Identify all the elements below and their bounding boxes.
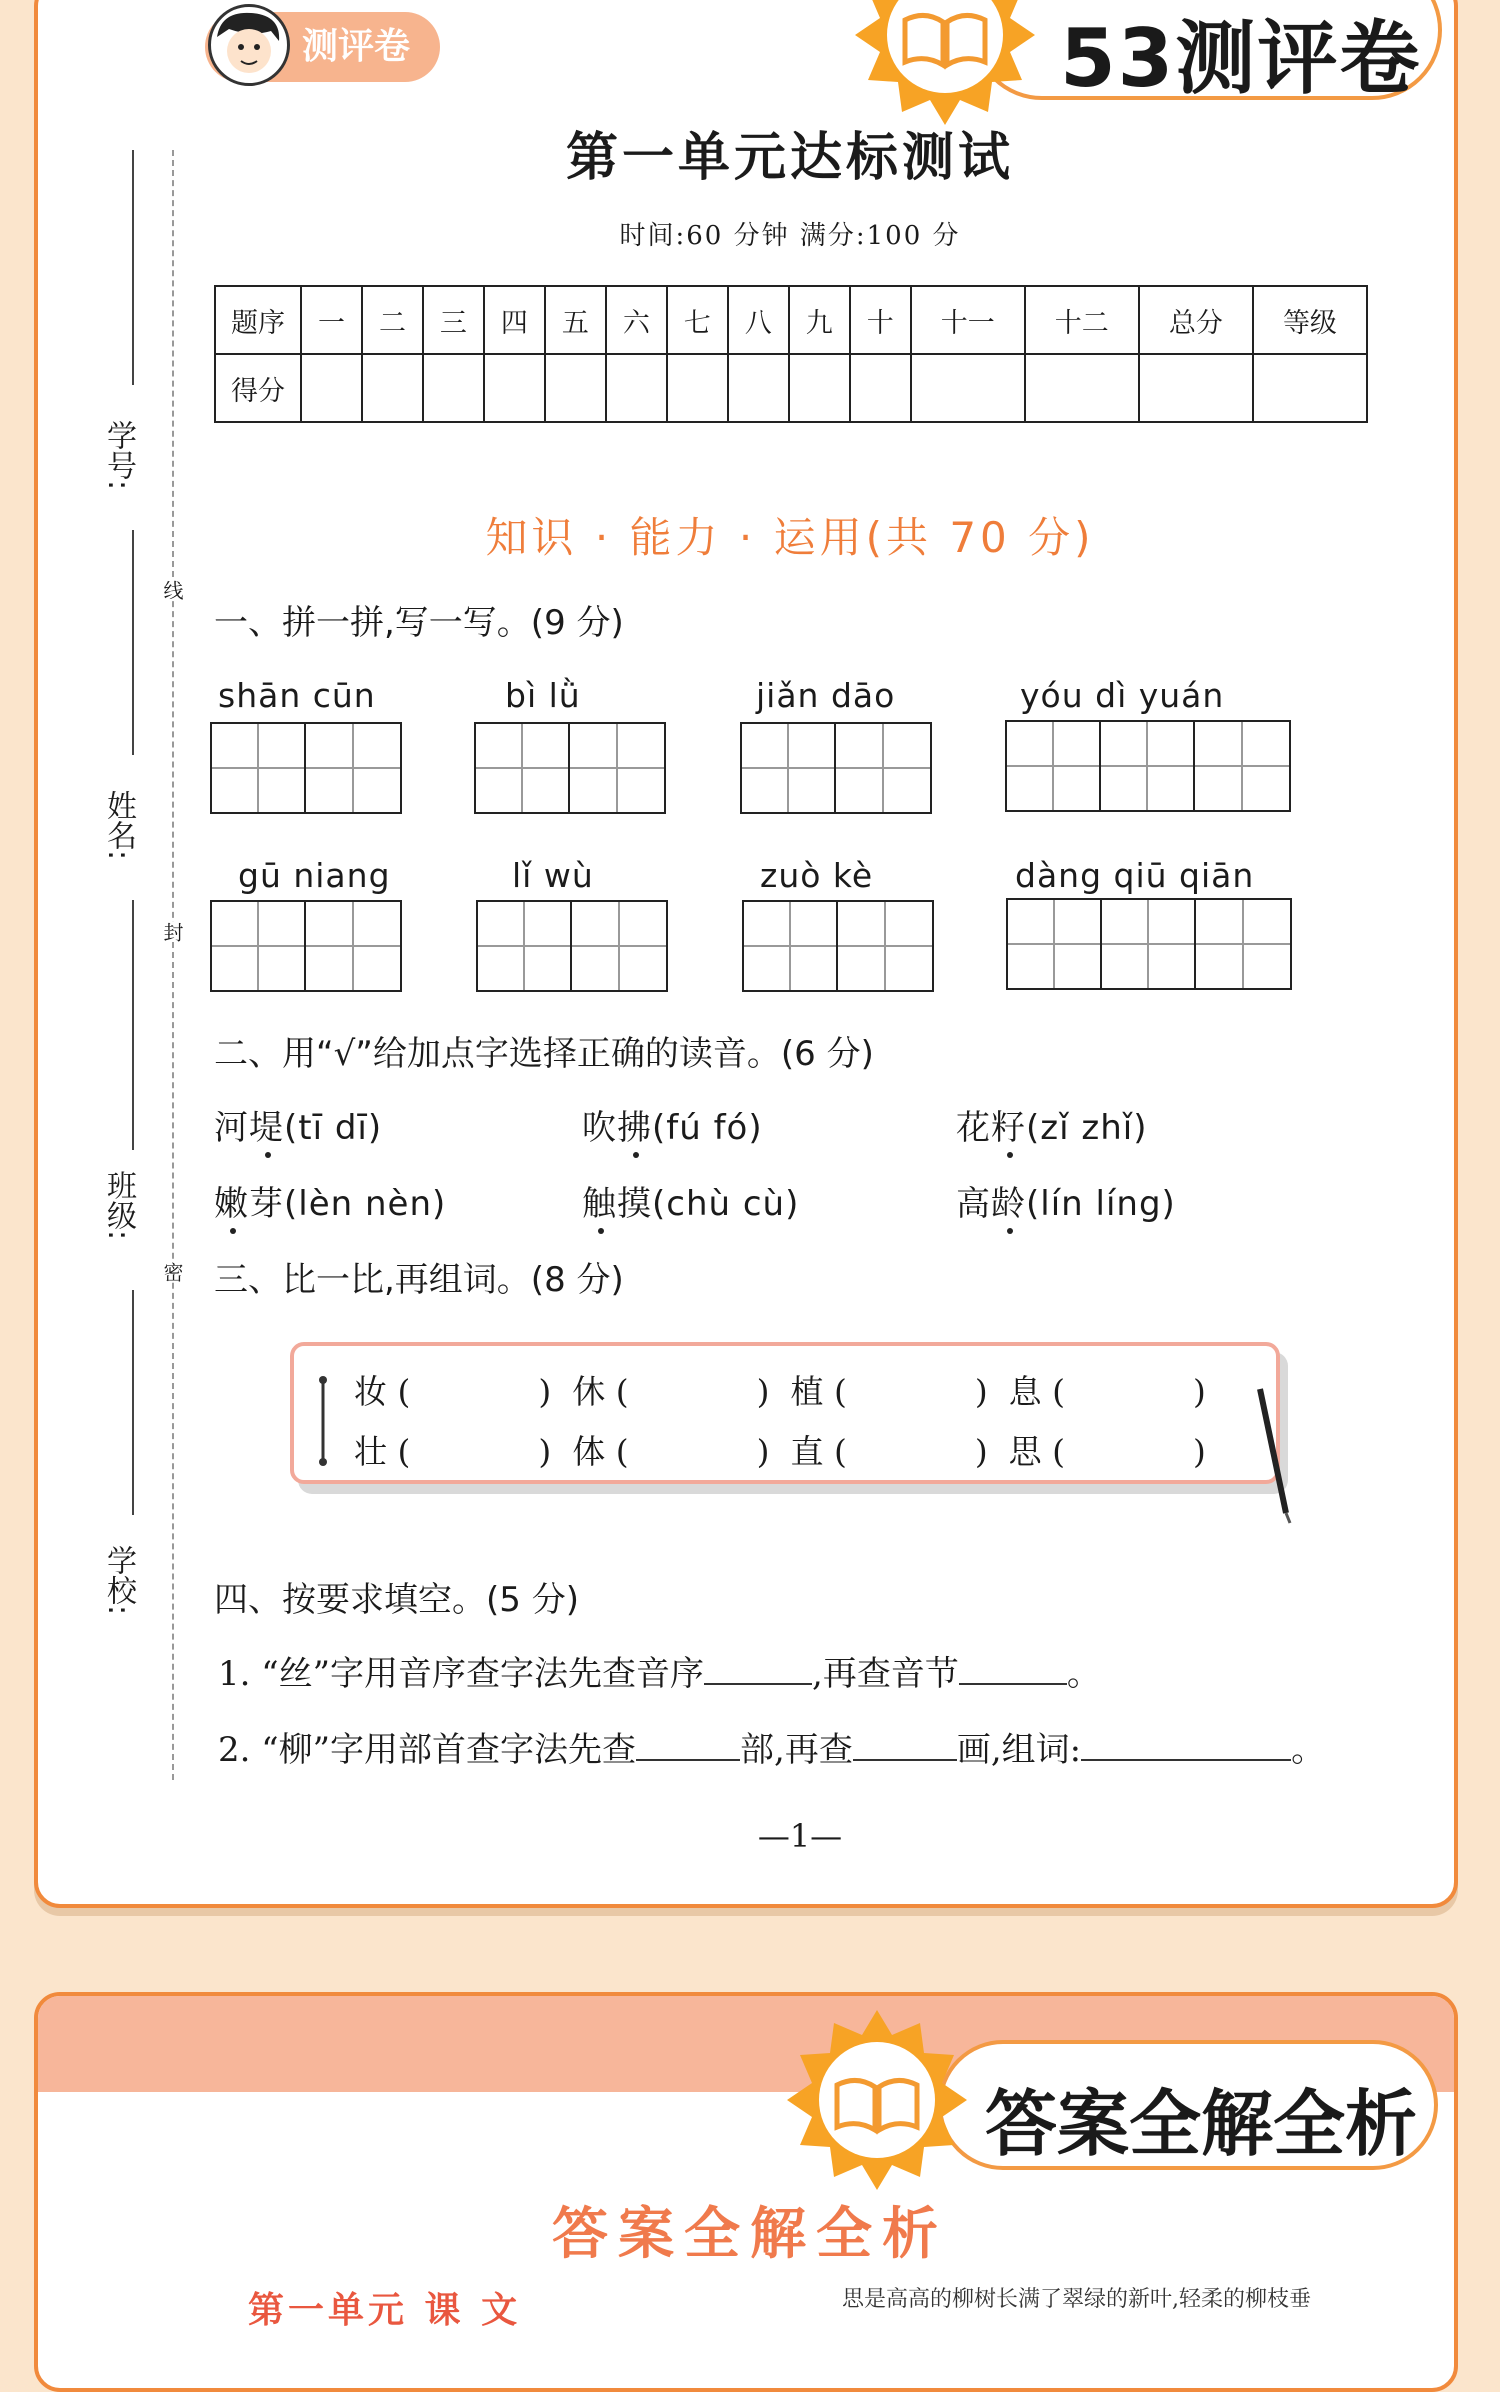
fill-line-2: 2. “柳”字用部首查字法先查 部,再查 画,组词: 。 [218,1730,1326,1770]
tian-grid[interactable] [1006,898,1292,990]
score-cell [484,354,545,422]
score-col: 四 [484,286,545,354]
score-cell [423,354,484,422]
score-col: 七 [667,286,728,354]
side-blank-line [132,530,134,755]
score-cell [362,354,423,422]
tag-label: 测评卷 [302,26,411,67]
score-cell [545,354,606,422]
cut-label: 线 [158,580,187,600]
exam-title: 第一单元达标测试 [565,127,1014,188]
tian-grid[interactable] [210,900,402,992]
tian-grid[interactable] [474,722,666,814]
score-col: 十 [850,286,911,354]
reading-item: 嫩芽(lèn nèn) [214,1184,447,1224]
unit-heading: 第一单元 课 文 [248,2290,522,2331]
pinyin-label: gū niang [238,856,391,895]
answer-heading: 答案全解全析 [552,2202,948,2267]
score-cell [667,354,728,422]
score-col: 十二 [1025,286,1139,354]
side-blank-line [132,900,134,1150]
reading-item: 河堤(tī dī) [214,1108,383,1148]
score-col: 五 [545,286,606,354]
score-cell [1139,354,1253,422]
side-label-student-no: 学号: [101,420,136,491]
score-row-head: 得分 [215,354,301,422]
cut-line [172,150,174,1780]
answer-blank[interactable] [959,1653,1067,1685]
answer-brand-title: 答案全解全析 [985,2082,1418,2166]
reading-item: 触摸(chù cù) [582,1184,800,1224]
score-col: 八 [728,286,789,354]
pinyin-label: bì lǜ [505,676,581,715]
compare-row-2: 壮 ( ) 体 ( ) 直 ( ) 思 ( ) [354,1432,1206,1471]
score-table [214,285,1368,423]
reading-item: 高龄(lín líng) [956,1184,1176,1224]
binder-ring-icon [316,1374,330,1470]
pinyin-label: yóu dì yuán [1020,676,1225,715]
cut-label: 封 [158,922,187,942]
exam-time-info: 时间:60 分钟 满分:100 分 [619,221,961,251]
side-blank-line [132,1290,134,1515]
score-cell [789,354,850,422]
score-col: 六 [606,286,667,354]
pinyin-label: jiǎn dāo [756,676,896,715]
score-col: 一 [301,286,362,354]
score-col: 九 [789,286,850,354]
page-number: —1— [757,1817,843,1855]
score-cell [606,354,667,422]
pinyin-label: dàng qiū qiān [1015,856,1255,895]
question-4-title: 四、按要求填空。(5 分) [214,1580,579,1620]
score-col: 十一 [911,286,1025,354]
pinyin-label: lǐ wù [512,856,594,895]
cartoon-boy-icon [208,4,290,86]
score-col: 二 [362,286,423,354]
side-blank-line [132,150,134,385]
side-label-class: 班级: [101,1170,136,1241]
side-label-name: 姓名: [101,790,136,861]
pencil-icon [1256,1385,1296,1525]
book-badge-icon [850,0,1040,130]
tian-grid[interactable] [740,722,932,814]
score-cell [728,354,789,422]
score-cell [850,354,911,422]
score-col: 等级 [1253,286,1367,354]
tian-grid[interactable] [1005,720,1291,812]
side-label-school: 学校: [101,1545,136,1616]
answer-blank[interactable] [853,1729,957,1761]
question-1-title: 一、拼一拼,写一写。(9 分) [214,603,624,643]
answer-blank[interactable] [704,1653,812,1685]
pinyin-label: shān cūn [218,676,376,715]
brand-title: 53测评卷 [1060,12,1422,105]
answer-blank[interactable] [636,1729,740,1761]
tian-grid[interactable] [742,900,934,992]
answer-blank[interactable] [1081,1729,1291,1761]
section-heading: 知识 · 能力 · 运用(共 70 分) [485,513,1095,562]
score-cell [1253,354,1367,422]
score-table-head: 题序 [215,286,301,354]
reading-item: 花籽(zǐ zhǐ) [956,1108,1148,1148]
answer-text-snippet: 思是高高的柳树长满了翠绿的新叶,轻柔的柳枝垂 [842,2287,1311,2312]
score-col: 三 [423,286,484,354]
score-cell [911,354,1025,422]
tian-grid[interactable] [476,900,668,992]
score-cell [1025,354,1139,422]
question-2-title: 二、用“√”给加点字选择正确的读音。(6 分) [214,1034,874,1074]
pinyin-label: zuò kè [760,856,874,895]
compare-row-1: 妆 ( ) 休 ( ) 植 ( ) 息 ( ) [354,1372,1206,1411]
reading-item: 吹拂(fú fó) [582,1108,763,1148]
book-badge-icon [782,2005,972,2195]
compare-box [290,1342,1280,1484]
tian-grid[interactable] [210,722,402,814]
score-col: 总分 [1139,286,1253,354]
score-cell [301,354,362,422]
question-3-title: 三、比一比,再组词。(8 分) [214,1260,624,1300]
cut-label: 密 [158,1262,187,1282]
fill-line-1: 1. “丝”字用音序查字法先查音序 ,再查音节 。 [218,1654,1101,1694]
